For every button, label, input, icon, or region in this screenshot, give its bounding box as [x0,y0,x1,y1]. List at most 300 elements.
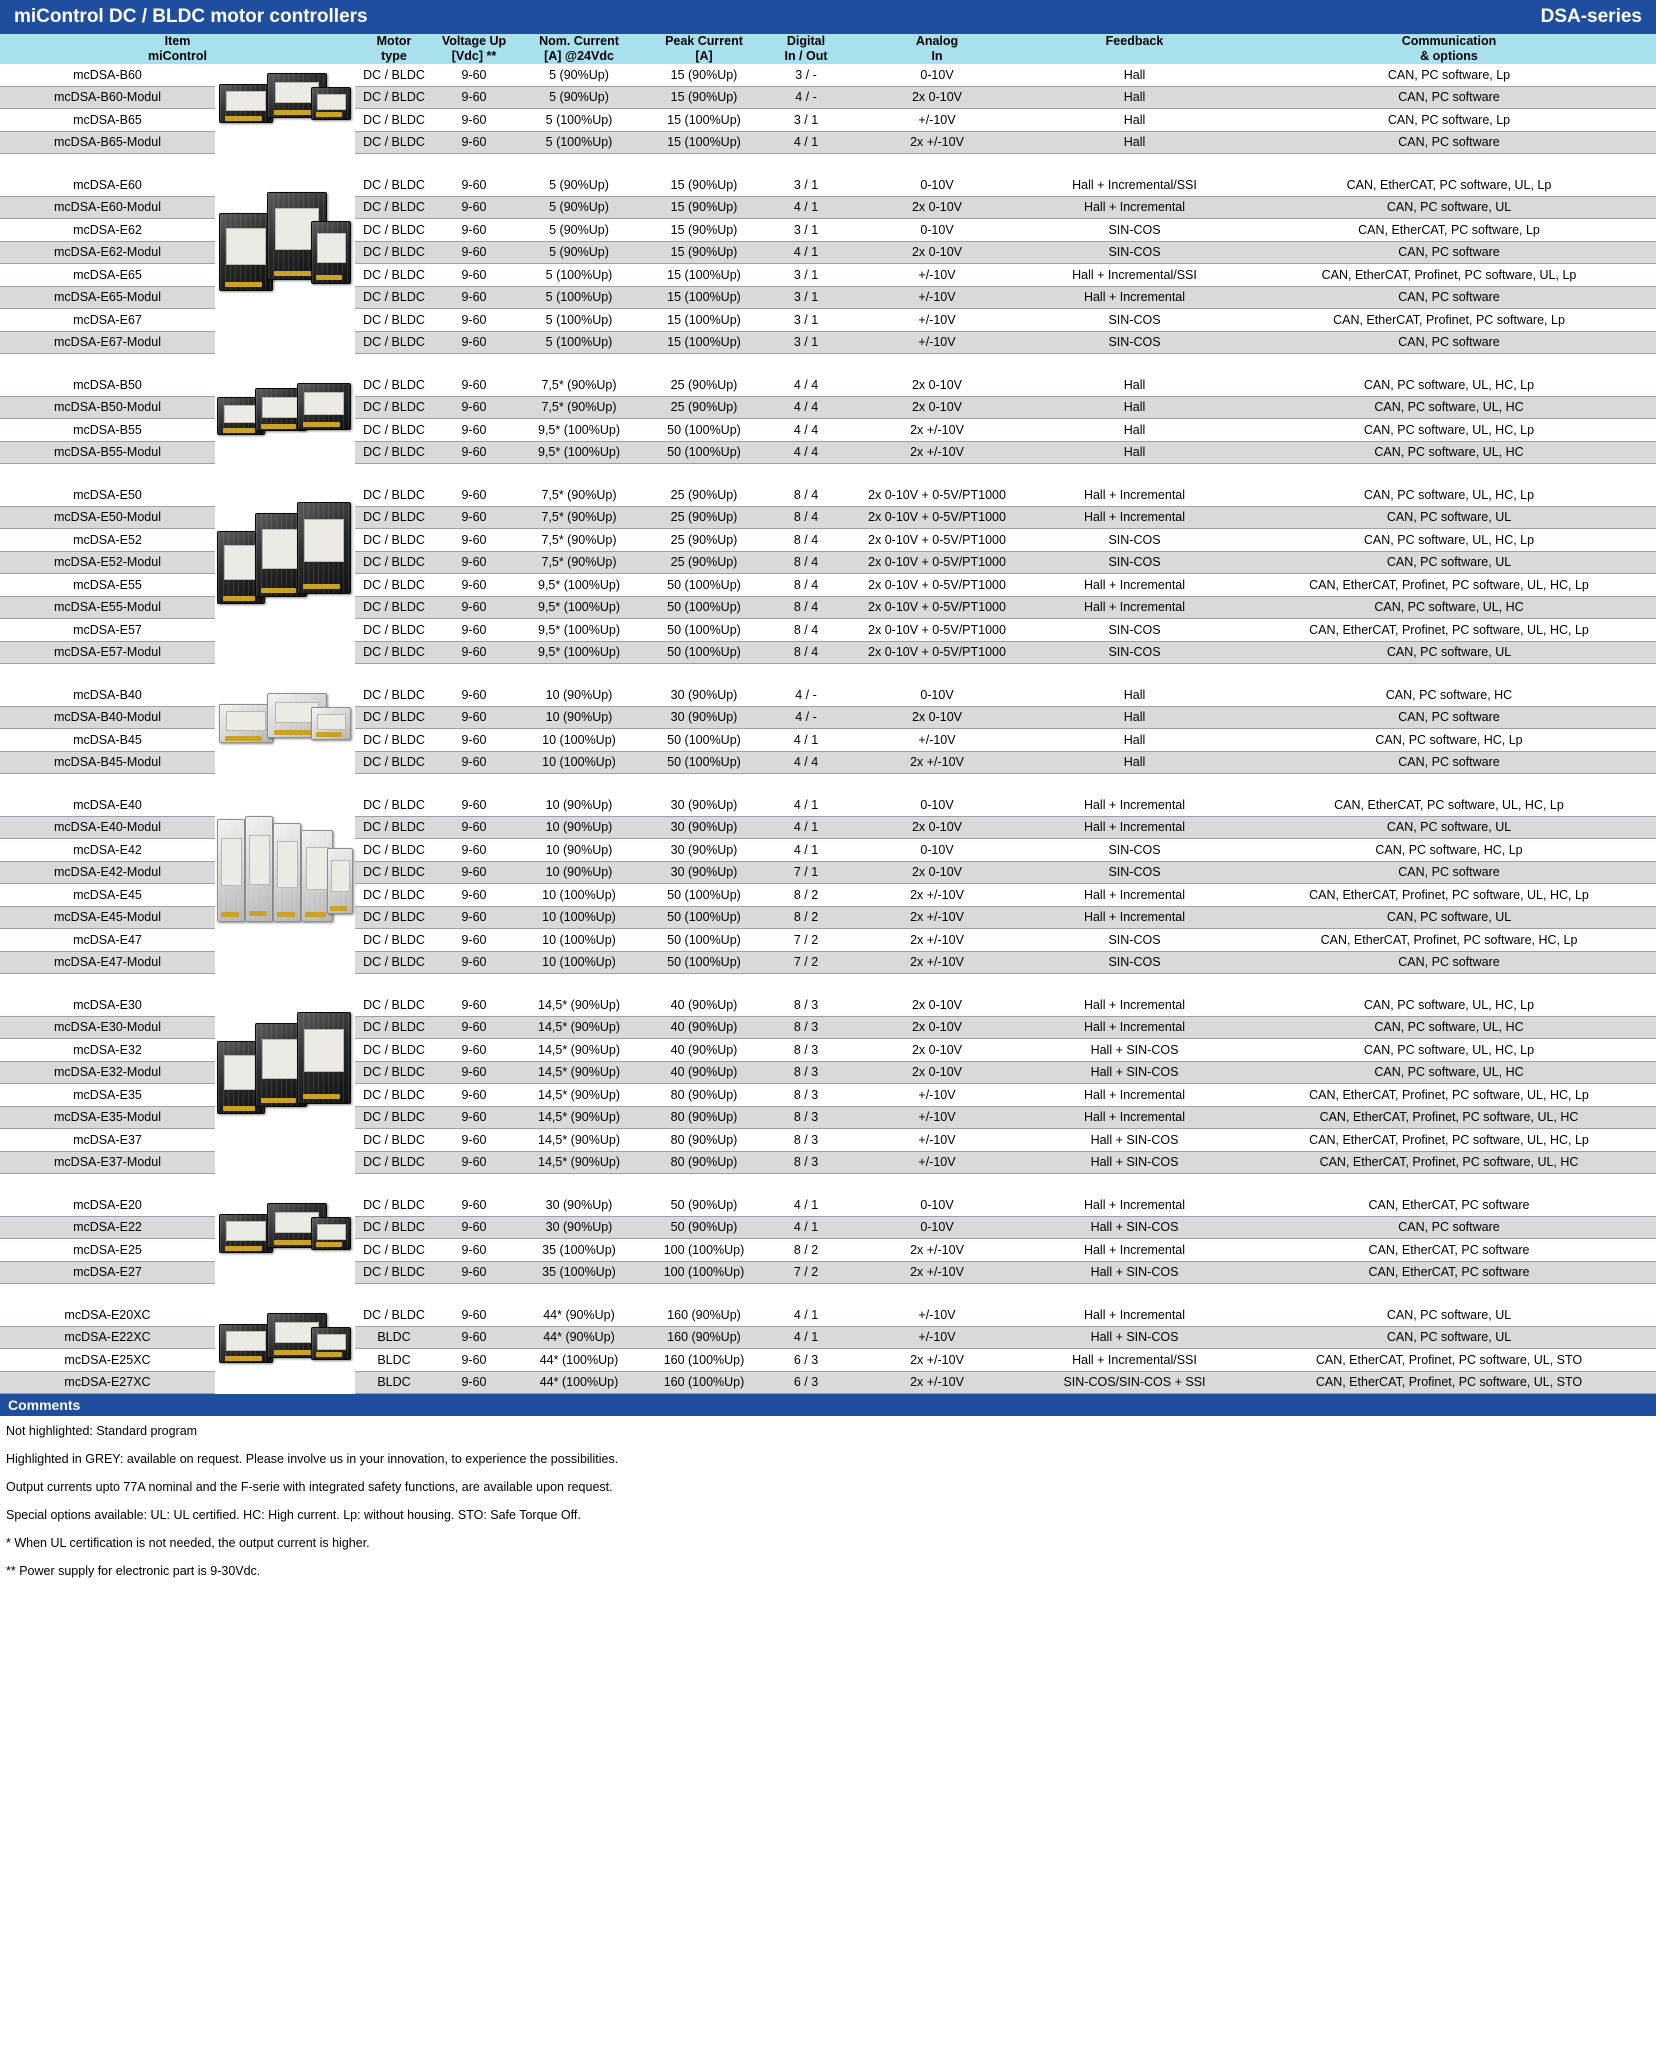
product-photo [215,684,353,774]
table-row[interactable] [0,64,1656,86]
group-spacer [0,464,1656,485]
product-photo [215,994,353,1174]
cell-peak-current: 80 (90%Up) [643,1129,765,1152]
col-header-digital [765,34,847,64]
table-row[interactable] [0,794,1656,816]
cell-voltage: 9-60 [433,684,515,706]
cell-analog-in: 2x +/-10V [847,419,1027,442]
cell-voltage: 9-60 [433,86,515,109]
cell-peak-current: 25 (90%Up) [643,374,765,396]
cell-analog-in: +/-10V [847,1129,1027,1152]
cell-item: mcDSA-E57 [0,619,215,642]
cell-digital-io: 8 / 3 [765,1129,847,1152]
cell-communication: CAN, PC software, UL, HC [1242,1016,1656,1039]
cell-digital-io: 8 / 3 [765,994,847,1016]
cell-motor-type: DC / BLDC [355,929,433,952]
spacer-cell [0,664,1656,685]
cell-communication: CAN, PC software, UL, HC [1242,396,1656,419]
cell-voltage: 9-60 [433,551,515,574]
cell-nominal-current: 10 (100%Up) [515,951,643,974]
cell-analog-in: 2x +/-10V [847,1371,1027,1394]
cell-nominal-current: 10 (90%Up) [515,816,643,839]
cell-peak-current: 160 (90%Up) [643,1304,765,1326]
cell-peak-current: 50 (100%Up) [643,574,765,597]
cell-item: mcDSA-E30-Modul [0,1016,215,1039]
cell-motor-type: DC / BLDC [355,861,433,884]
cell-analog-in: 0-10V [847,1216,1027,1239]
cell-voltage: 9-60 [433,241,515,264]
cell-feedback: Hall [1027,684,1242,706]
cell-peak-current: 40 (90%Up) [643,1061,765,1084]
col-header-voltage [433,34,515,64]
cell-feedback: Hall + Incremental [1027,794,1242,816]
cell-peak-current: 15 (100%Up) [643,264,765,287]
cell-nominal-current: 5 (100%Up) [515,131,643,154]
cell-item: mcDSA-E65 [0,264,215,287]
cell-nominal-current: 10 (90%Up) [515,861,643,884]
cell-feedback: Hall + Incremental [1027,196,1242,219]
col-header-comm-line2: & options [1420,49,1478,63]
cell-analog-in: 2x +/-10V [847,751,1027,774]
cell-item: mcDSA-E67-Modul [0,331,215,354]
cell-feedback: Hall [1027,706,1242,729]
cell-feedback: Hall + Incremental [1027,1106,1242,1129]
table-row[interactable] [0,1304,1656,1326]
cell-nominal-current: 44* (90%Up) [515,1304,643,1326]
cell-digital-io: 4 / 4 [765,374,847,396]
cell-analog-in: +/-10V [847,264,1027,287]
cell-voltage: 9-60 [433,1084,515,1107]
product-photo [215,484,353,664]
cell-communication: CAN, PC software, UL, HC, Lp [1242,994,1656,1016]
cell-item: mcDSA-E62 [0,219,215,242]
cell-peak-current: 15 (100%Up) [643,309,765,332]
cell-analog-in: 2x +/-10V [847,131,1027,154]
cell-communication: CAN, EtherCAT, Profinet, PC software, UL, HC, Lp [1242,574,1656,597]
cell-communication: CAN, PC software [1242,751,1656,774]
cell-voltage: 9-60 [433,174,515,196]
cell-digital-io: 3 / - [765,64,847,86]
cell-nominal-current: 30 (90%Up) [515,1194,643,1216]
cell-item: mcDSA-E52-Modul [0,551,215,574]
cell-peak-current: 50 (90%Up) [643,1194,765,1216]
cell-nominal-current: 9,5* (100%Up) [515,419,643,442]
cell-analog-in: 2x 0-10V [847,196,1027,219]
cell-voltage: 9-60 [433,861,515,884]
cell-communication: CAN, EtherCAT, Profinet, PC software, Lp [1242,309,1656,332]
cell-voltage: 9-60 [433,1349,515,1372]
cell-voltage: 9-60 [433,816,515,839]
cell-communication: CAN, PC software, UL, HC, Lp [1242,419,1656,442]
cell-voltage: 9-60 [433,839,515,862]
cell-digital-io: 8 / 3 [765,1084,847,1107]
cell-communication: CAN, EtherCAT, PC software, UL, Lp [1242,174,1656,196]
cell-feedback: Hall + Incremental [1027,286,1242,309]
table-row[interactable] [0,374,1656,396]
cell-motor-type: DC / BLDC [355,131,433,154]
cell-voltage: 9-60 [433,884,515,907]
cell-voltage: 9-60 [433,794,515,816]
cell-item: mcDSA-E22 [0,1216,215,1239]
cell-digital-io: 3 / 1 [765,109,847,132]
cell-nominal-current: 5 (90%Up) [515,241,643,264]
comment-line: * When UL certification is not needed, the output current is higher. [6,1536,370,1550]
col-header-nominal-current [515,34,643,64]
cell-motor-type: DC / BLDC [355,641,433,664]
dsa-b50-module-photo [215,374,355,464]
cell-item: mcDSA-E30 [0,994,215,1016]
cell-digital-io: 8 / 4 [765,641,847,664]
cell-item: mcDSA-E45-Modul [0,906,215,929]
cell-feedback: Hall + SIN-COS [1027,1039,1242,1062]
comments-header: Comments [0,1394,1656,1416]
cell-motor-type: DC / BLDC [355,1194,433,1216]
product-photo [215,374,353,464]
cell-feedback: Hall [1027,109,1242,132]
cell-digital-io: 8 / 2 [765,1239,847,1262]
cell-peak-current: 15 (100%Up) [643,286,765,309]
cell-communication: CAN, PC software [1242,706,1656,729]
cell-communication: CAN, EtherCAT, PC software [1242,1239,1656,1262]
cell-motor-type: DC / BLDC [355,1106,433,1129]
cell-digital-io: 7 / 2 [765,929,847,952]
cell-peak-current: 15 (90%Up) [643,64,765,86]
cell-item: mcDSA-E32 [0,1039,215,1062]
cell-voltage: 9-60 [433,484,515,506]
cell-item: mcDSA-E67 [0,309,215,332]
product-photo [215,794,353,974]
cell-voltage: 9-60 [433,309,515,332]
cell-digital-io: 4 / 4 [765,396,847,419]
cell-item: mcDSA-B50 [0,374,215,396]
col-header-feedback-line1: Feedback [1105,34,1164,48]
cell-analog-in: +/-10V [847,286,1027,309]
cell-digital-io: 8 / 3 [765,1151,847,1174]
cell-feedback: Hall [1027,374,1242,396]
cell-item: mcDSA-E42-Modul [0,861,215,884]
cell-digital-io: 4 / 1 [765,131,847,154]
col-header-analog-line2: In [931,49,943,63]
cell-communication: CAN, PC software [1242,861,1656,884]
cell-analog-in: 2x 0-10V [847,1061,1027,1084]
cell-analog-in: +/-10V [847,109,1027,132]
cell-nominal-current: 14,5* (90%Up) [515,1039,643,1062]
cell-feedback: SIN-COS [1027,331,1242,354]
cell-peak-current: 40 (90%Up) [643,1039,765,1062]
cell-motor-type: DC / BLDC [355,64,433,86]
cell-voltage: 9-60 [433,506,515,529]
cell-digital-io: 4 / 1 [765,1194,847,1216]
cell-communication: CAN, EtherCAT, Profinet, PC software, HC, Lp [1242,929,1656,952]
cell-item: mcDSA-B55 [0,419,215,442]
cell-analog-in: 2x 0-10V [847,1039,1027,1062]
cell-feedback: Hall + Incremental [1027,1084,1242,1107]
cell-voltage: 9-60 [433,64,515,86]
cell-item: mcDSA-E60 [0,174,215,196]
comment-line: Not highlighted: Standard program [6,1424,198,1438]
cell-analog-in: +/-10V [847,1151,1027,1174]
cell-digital-io: 8 / 2 [765,906,847,929]
series-label: DSA-series [1540,6,1642,27]
cell-feedback: Hall [1027,441,1242,464]
cell-item: mcDSA-E42 [0,839,215,862]
cell-item: mcDSA-E45 [0,884,215,907]
cell-digital-io: 8 / 4 [765,484,847,506]
cell-feedback: Hall + Incremental [1027,1239,1242,1262]
cell-peak-current: 80 (90%Up) [643,1151,765,1174]
cell-item: mcDSA-E40 [0,794,215,816]
cell-digital-io: 8 / 3 [765,1061,847,1084]
cell-motor-type: BLDC [355,1326,433,1349]
cell-digital-io: 8 / 3 [765,1039,847,1062]
spacer-cell [0,774,1656,795]
cell-motor-type: DC / BLDC [355,241,433,264]
cell-peak-current: 25 (90%Up) [643,506,765,529]
cell-voltage: 9-60 [433,1151,515,1174]
cell-feedback: Hall + Incremental [1027,906,1242,929]
cell-communication: CAN, PC software, HC, Lp [1242,839,1656,862]
cell-feedback: SIN-COS [1027,619,1242,642]
cell-communication: CAN, PC software, UL, HC, Lp [1242,1039,1656,1062]
cell-communication: CAN, EtherCAT, Profinet, PC software, UL, HC, Lp [1242,884,1656,907]
dsa-e40-module-photo [215,794,355,974]
dsa-e60-module-photo [215,174,355,354]
table-row[interactable] [0,484,1656,506]
cell-analog-in: 0-10V [847,1194,1027,1216]
cell-item: mcDSA-E37 [0,1129,215,1152]
comment-line: ** Power supply for electronic part is 9-30Vdc. [6,1564,261,1578]
col-header-item-line2: miControl [147,49,208,63]
cell-voltage: 9-60 [433,574,515,597]
cell-nominal-current: 35 (100%Up) [515,1239,643,1262]
cell-analog-in: 2x 0-10V + 0-5V/PT1000 [847,506,1027,529]
cell-communication: CAN, PC software, UL, HC, Lp [1242,484,1656,506]
cell-analog-in: 2x 0-10V [847,86,1027,109]
cell-communication: CAN, PC software, UL, HC [1242,596,1656,619]
table-row[interactable] [0,684,1656,706]
cell-motor-type: DC / BLDC [355,396,433,419]
cell-analog-in: 2x 0-10V + 0-5V/PT1000 [847,484,1027,506]
cell-feedback: Hall + Incremental [1027,1304,1242,1326]
cell-nominal-current: 5 (90%Up) [515,64,643,86]
cell-analog-in: 2x +/-10V [847,1239,1027,1262]
cell-communication: CAN, EtherCAT, Profinet, PC software, UL, HC, Lp [1242,1084,1656,1107]
cell-peak-current: 100 (100%Up) [643,1261,765,1284]
cell-motor-type: DC / BLDC [355,551,433,574]
col-header-nominal-line1: Nom. Current [539,34,619,48]
cell-communication: CAN, PC software, Lp [1242,109,1656,132]
cell-communication: CAN, EtherCAT, Profinet, PC software, UL, HC, Lp [1242,1129,1656,1152]
cell-digital-io: 8 / 3 [765,1106,847,1129]
cell-feedback: Hall + SIN-COS [1027,1061,1242,1084]
cell-communication: CAN, EtherCAT, Profinet, PC software, UL, STO [1242,1349,1656,1372]
cell-item: mcDSA-E47 [0,929,215,952]
product-photo [215,1194,353,1284]
group-spacer [0,974,1656,995]
cell-feedback: Hall + Incremental [1027,884,1242,907]
cell-motor-type: DC / BLDC [355,309,433,332]
cell-item: mcDSA-E35 [0,1084,215,1107]
cell-item: mcDSA-B45-Modul [0,751,215,774]
cell-peak-current: 160 (90%Up) [643,1326,765,1349]
cell-peak-current: 160 (100%Up) [643,1349,765,1372]
cell-item: mcDSA-E62-Modul [0,241,215,264]
col-header-voltage-line2: [Vdc] ** [451,49,497,63]
cell-motor-type: DC / BLDC [355,751,433,774]
cell-item: mcDSA-B45 [0,729,215,752]
cell-nominal-current: 10 (90%Up) [515,706,643,729]
cell-peak-current: 15 (100%Up) [643,109,765,132]
cell-feedback: Hall + Incremental/SSI [1027,1349,1242,1372]
cell-feedback: Hall [1027,751,1242,774]
cell-peak-current: 30 (90%Up) [643,794,765,816]
cell-nominal-current: 14,5* (90%Up) [515,1151,643,1174]
cell-item: mcDSA-B40 [0,684,215,706]
cell-item: mcDSA-E37-Modul [0,1151,215,1174]
cell-item: mcDSA-E20 [0,1194,215,1216]
cell-voltage: 9-60 [433,109,515,132]
cell-voltage: 9-60 [433,729,515,752]
col-header-peak-line1: Peak Current [665,34,743,48]
table-row[interactable] [0,994,1656,1016]
cell-item: mcDSA-E65-Modul [0,286,215,309]
cell-nominal-current: 5 (100%Up) [515,264,643,287]
cell-peak-current: 15 (90%Up) [643,219,765,242]
cell-item: mcDSA-B65-Modul [0,131,215,154]
cell-peak-current: 50 (100%Up) [643,929,765,952]
cell-nominal-current: 5 (100%Up) [515,109,643,132]
cell-nominal-current: 7,5* (90%Up) [515,506,643,529]
cell-communication: CAN, PC software, UL, HC [1242,1061,1656,1084]
table-body [0,64,1656,1394]
col-header-item-line1: Item [164,34,191,48]
cell-nominal-current: 9,5* (100%Up) [515,596,643,619]
col-header-comm-line1: Communication [1401,34,1497,48]
cell-peak-current: 160 (100%Up) [643,1371,765,1394]
cell-nominal-current: 14,5* (90%Up) [515,994,643,1016]
cell-motor-type: DC / BLDC [355,951,433,974]
cell-peak-current: 15 (100%Up) [643,331,765,354]
dsa-e20-module-photo [215,1194,355,1284]
cell-digital-io: 8 / 4 [765,529,847,552]
cell-motor-type: DC / BLDC [355,441,433,464]
cell-communication: CAN, PC software, Lp [1242,64,1656,86]
cell-feedback: Hall + SIN-COS [1027,1261,1242,1284]
cell-analog-in: 2x 0-10V [847,861,1027,884]
table-row[interactable] [0,174,1656,196]
cell-feedback: Hall [1027,729,1242,752]
comment-line: Highlighted in GREY: available on request. Please involve us in your innovation, to experience the possibilities. [6,1452,619,1466]
cell-analog-in: 2x 0-10V + 0-5V/PT1000 [847,619,1027,642]
cell-peak-current: 15 (90%Up) [643,174,765,196]
cell-motor-type: DC / BLDC [355,729,433,752]
cell-motor-type: DC / BLDC [355,994,433,1016]
cell-feedback: SIN-COS [1027,929,1242,952]
cell-motor-type: DC / BLDC [355,174,433,196]
cell-voltage: 9-60 [433,419,515,442]
cell-communication: CAN, PC software [1242,286,1656,309]
cell-motor-type: BLDC [355,1349,433,1372]
cell-nominal-current: 35 (100%Up) [515,1261,643,1284]
cell-analog-in: 2x 0-10V [847,374,1027,396]
col-header-communication [1242,34,1656,64]
cell-nominal-current: 9,5* (100%Up) [515,619,643,642]
cell-digital-io: 4 / 4 [765,441,847,464]
cell-digital-io: 8 / 4 [765,551,847,574]
cell-digital-io: 4 / 1 [765,816,847,839]
cell-nominal-current: 44* (100%Up) [515,1349,643,1372]
cell-feedback: SIN-COS [1027,529,1242,552]
cell-voltage: 9-60 [433,1216,515,1239]
cell-peak-current: 50 (100%Up) [643,751,765,774]
cell-voltage: 9-60 [433,286,515,309]
cell-feedback: Hall [1027,64,1242,86]
cell-motor-type: DC / BLDC [355,219,433,242]
cell-feedback: SIN-COS/SIN-COS + SSI [1027,1371,1242,1394]
cell-analog-in: 0-10V [847,219,1027,242]
cell-voltage: 9-60 [433,374,515,396]
cell-feedback: Hall + SIN-COS [1027,1216,1242,1239]
cell-item: mcDSA-E40-Modul [0,816,215,839]
cell-feedback: Hall + Incremental/SSI [1027,264,1242,287]
cell-nominal-current: 5 (90%Up) [515,196,643,219]
cell-voltage: 9-60 [433,196,515,219]
col-header-digital-line1: Digital [786,34,826,48]
cell-voltage: 9-60 [433,1129,515,1152]
cell-peak-current: 40 (90%Up) [643,994,765,1016]
cell-motor-type: DC / BLDC [355,1061,433,1084]
cell-motor-type: DC / BLDC [355,1151,433,1174]
cell-feedback: SIN-COS [1027,309,1242,332]
cell-nominal-current: 10 (100%Up) [515,884,643,907]
cell-digital-io: 4 / 1 [765,729,847,752]
cell-communication: CAN, PC software [1242,331,1656,354]
cell-motor-type: DC / BLDC [355,109,433,132]
cell-analog-in: 2x 0-10V + 0-5V/PT1000 [847,551,1027,574]
cell-communication: CAN, EtherCAT, Profinet, PC software, UL, HC, Lp [1242,619,1656,642]
cell-digital-io: 4 / 1 [765,1216,847,1239]
cell-voltage: 9-60 [433,1371,515,1394]
cell-feedback: Hall + Incremental [1027,574,1242,597]
cell-digital-io: 7 / 2 [765,951,847,974]
comment-line: Special options available: UL: UL certified. HC: High current. Lp: without housing. STO: Safe Torque Off. [6,1508,581,1522]
cell-voltage: 9-60 [433,751,515,774]
product-photo [215,64,353,154]
cell-nominal-current: 10 (100%Up) [515,906,643,929]
cell-feedback: Hall + Incremental [1027,596,1242,619]
cell-peak-current: 15 (90%Up) [643,241,765,264]
cell-nominal-current: 5 (100%Up) [515,309,643,332]
cell-item: mcDSA-E57-Modul [0,641,215,664]
cell-item: mcDSA-E52 [0,529,215,552]
cell-feedback: Hall [1027,396,1242,419]
cell-communication: CAN, PC software, UL [1242,641,1656,664]
cell-peak-current: 50 (100%Up) [643,596,765,619]
cell-nominal-current: 10 (100%Up) [515,929,643,952]
table-row[interactable] [0,1194,1656,1216]
cell-item: mcDSA-E35-Modul [0,1106,215,1129]
cell-feedback: Hall + Incremental/SSI [1027,174,1242,196]
cell-analog-in: 2x +/-10V [847,441,1027,464]
cell-voltage: 9-60 [433,331,515,354]
cell-feedback: Hall + Incremental [1027,506,1242,529]
spacer-cell [0,464,1656,485]
cell-communication: CAN, PC software [1242,131,1656,154]
cell-communication: CAN, PC software [1242,1216,1656,1239]
spacer-cell [0,1174,1656,1195]
dsa-b60-module-photo [215,64,355,154]
cell-voltage: 9-60 [433,264,515,287]
